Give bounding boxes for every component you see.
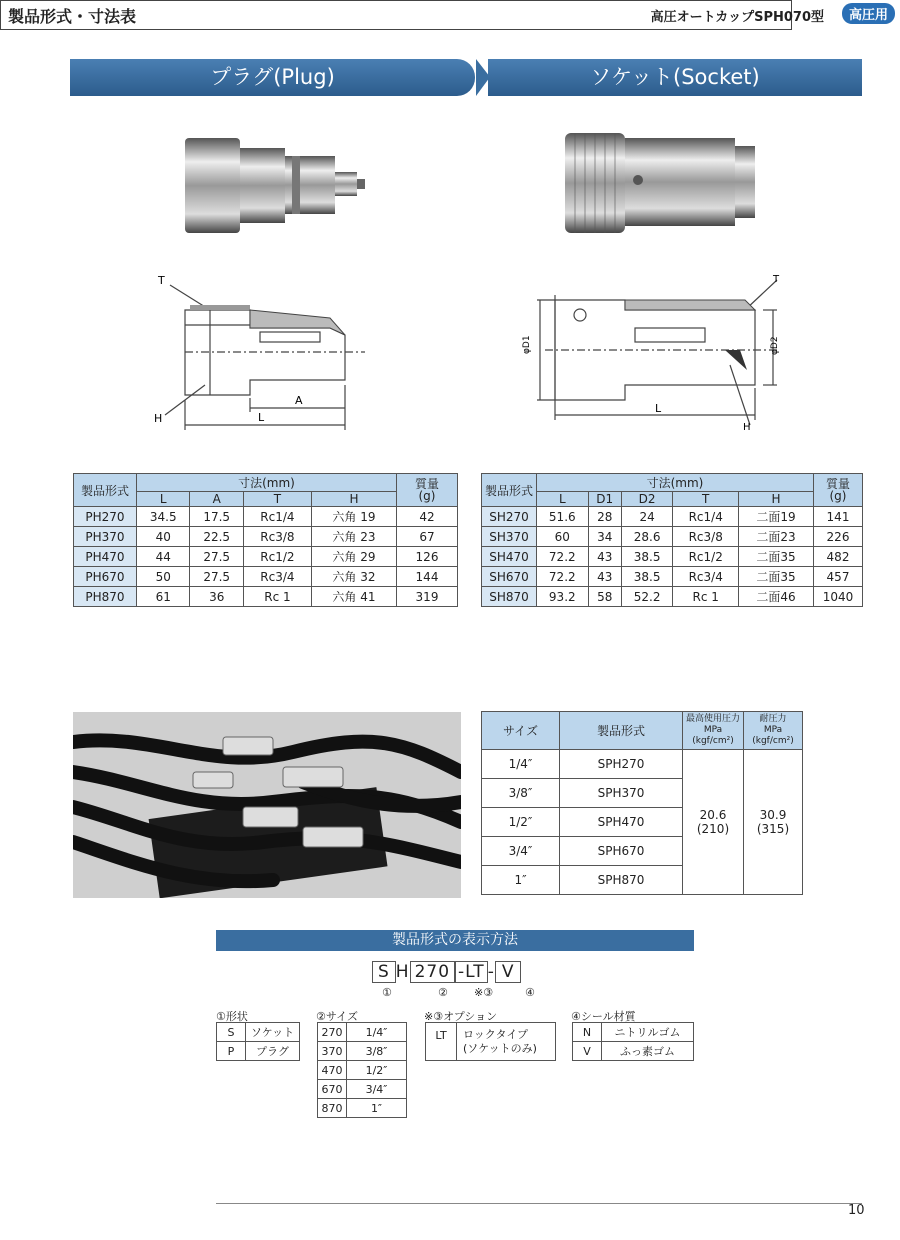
value-cell: 144: [397, 567, 458, 587]
seal-table: [572, 1022, 694, 1061]
table-row: [74, 547, 458, 567]
spec-h-max: 最高使用圧力 MPa (kgf/cm²): [683, 712, 744, 750]
table-row: [74, 587, 458, 607]
model-cell: SH670: [482, 567, 537, 587]
name-cell: 1/2″: [347, 1061, 407, 1080]
high-pressure-badge: 高圧用: [842, 3, 895, 24]
size-cell: 3/4″: [482, 837, 560, 866]
value-cell: 1040: [814, 587, 863, 607]
name-cell: プラグ: [246, 1042, 300, 1061]
name-cell: 3/8″: [347, 1042, 407, 1061]
table-row: [74, 507, 458, 527]
socket-col-d2: D2: [621, 492, 673, 507]
value-cell: 二面35: [739, 567, 814, 587]
page-header: [0, 0, 888, 30]
code-option: -LT: [455, 961, 488, 983]
value-cell: 二面19: [739, 507, 814, 527]
plug-h-model: 製品形式: [74, 474, 137, 507]
value-cell: 六角 23: [311, 527, 396, 547]
model-cell: SPH470: [560, 808, 683, 837]
max-pressure-cell: 20.6 (210): [683, 750, 744, 895]
socket-label-d2: φD2: [770, 336, 780, 355]
table-row: [217, 1023, 300, 1042]
size-title: ②サイズ: [316, 1010, 358, 1023]
table-row: [318, 1042, 407, 1061]
value-cell: Rc1/4: [673, 507, 739, 527]
spec-h-proof: 耐圧力 MPa (kgf/cm²): [744, 712, 803, 750]
value-cell: 319: [397, 587, 458, 607]
socket-col-d1: D1: [588, 492, 621, 507]
spec-h-size: サイズ: [482, 712, 560, 750]
shape-table: [216, 1022, 300, 1061]
table-row: [573, 1042, 694, 1061]
value-cell: 93.2: [537, 587, 589, 607]
socket-label-d1: φD1: [522, 335, 532, 354]
socket-banner: ソケット(Socket): [488, 59, 862, 96]
model-cell: SH270: [482, 507, 537, 527]
value-cell: 67: [397, 527, 458, 547]
value-cell: Rc1/4: [243, 507, 311, 527]
model-cell: PH870: [74, 587, 137, 607]
name-cell: 1″: [347, 1099, 407, 1118]
value-cell: Rc1/2: [673, 547, 739, 567]
value-cell: 42: [397, 507, 458, 527]
shape-title: ①形状: [216, 1010, 248, 1023]
value-cell: Rc 1: [673, 587, 739, 607]
table-row: [482, 750, 803, 779]
value-cell: 34.5: [137, 507, 190, 527]
name-cell: ふっ素ゴム: [602, 1042, 694, 1061]
footer-rule: [216, 1203, 862, 1204]
value-cell: 50: [137, 567, 190, 587]
model-cell: SPH370: [560, 779, 683, 808]
model-cell: SPH670: [560, 837, 683, 866]
code-cell: N: [573, 1023, 602, 1042]
page-number: 10: [848, 1203, 865, 1218]
plug-photo: [180, 130, 370, 240]
name-cell: 3/4″: [347, 1080, 407, 1099]
value-cell: 二面23: [739, 527, 814, 547]
code-shape: S: [372, 961, 396, 983]
product-name: 高圧オートカップSPH070型: [650, 10, 824, 25]
value-cell: 43: [588, 547, 621, 567]
plug-banner: プラグ(Plug): [70, 59, 475, 96]
plug-label-a: A: [295, 394, 303, 407]
value-cell: Rc3/8: [673, 527, 739, 547]
model-cell: SPH270: [560, 750, 683, 779]
table-row: [318, 1080, 407, 1099]
table-row: [318, 1061, 407, 1080]
plug-label-l: L: [258, 411, 265, 424]
value-cell: 六角 41: [311, 587, 396, 607]
value-cell: 52.2: [621, 587, 673, 607]
option-title: ※③オプション: [424, 1010, 498, 1023]
value-cell: 28.6: [621, 527, 673, 547]
socket-photo: [560, 128, 760, 238]
plug-label-h: H: [154, 412, 163, 425]
value-cell: 27.5: [190, 547, 243, 567]
size-table: [317, 1022, 407, 1118]
value-cell: 40: [137, 527, 190, 547]
size-cell: 1/2″: [482, 808, 560, 837]
name-cell: ニトリルゴム: [602, 1023, 694, 1042]
code-cell: 270: [318, 1023, 347, 1042]
table-row: [482, 527, 863, 547]
value-cell: 44: [137, 547, 190, 567]
code-cell: 470: [318, 1061, 347, 1080]
value-cell: 60: [537, 527, 589, 547]
model-cell: PH470: [74, 547, 137, 567]
plug-col-a: A: [190, 492, 243, 507]
socket-col-t: T: [673, 492, 739, 507]
value-cell: Rc 1: [243, 587, 311, 607]
table-row: [318, 1099, 407, 1118]
plug-col-t: T: [243, 492, 311, 507]
value-cell: Rc3/4: [673, 567, 739, 587]
value-cell: 58: [588, 587, 621, 607]
value-cell: 43: [588, 567, 621, 587]
option-table: [425, 1022, 556, 1061]
mark-4: ④: [525, 986, 535, 999]
code-cell: 670: [318, 1080, 347, 1099]
value-cell: 27.5: [190, 567, 243, 587]
value-cell: 六角 29: [311, 547, 396, 567]
value-cell: 六角 32: [311, 567, 396, 587]
value-cell: 457: [814, 567, 863, 587]
value-cell: 36: [190, 587, 243, 607]
value-cell: 17.5: [190, 507, 243, 527]
socket-col-l: L: [537, 492, 589, 507]
value-cell: 二面46: [739, 587, 814, 607]
value-cell: 72.2: [537, 547, 589, 567]
table-row: [573, 1023, 694, 1042]
model-cell: PH370: [74, 527, 137, 547]
value-cell: Rc3/8: [243, 527, 311, 547]
socket-h-model: 製品形式: [482, 474, 537, 507]
code-cell: 870: [318, 1099, 347, 1118]
spec-h-model: 製品形式: [560, 712, 683, 750]
size-cell: 1″: [482, 866, 560, 895]
model-cell: SPH870: [560, 866, 683, 895]
mark-2: ②: [438, 986, 448, 999]
model-cell: SH870: [482, 587, 537, 607]
model-cell: PH670: [74, 567, 137, 587]
socket-h-dim: 寸法(mm): [537, 474, 814, 492]
socket-label-t: T: [773, 274, 780, 285]
value-cell: Rc3/4: [243, 567, 311, 587]
name-cell: ソケット: [246, 1023, 300, 1042]
value-cell: 126: [397, 547, 458, 567]
hose-assembly-photo: [73, 712, 461, 898]
socket-h-mass: 質量 (g): [814, 474, 863, 507]
value-cell: 28: [588, 507, 621, 527]
code-h: H: [395, 962, 410, 982]
size-cell: 1/4″: [482, 750, 560, 779]
code-seal: V: [495, 961, 522, 983]
value-cell: 226: [814, 527, 863, 547]
page-title: 製品形式・寸法表: [8, 7, 137, 26]
model-cell: SH370: [482, 527, 537, 547]
value-cell: 38.5: [621, 547, 673, 567]
value-cell: 51.6: [537, 507, 589, 527]
designation-title: 製品形式の表示方法: [216, 930, 694, 951]
value-cell: Rc1/2: [243, 547, 311, 567]
plug-h-dim: 寸法(mm): [137, 474, 397, 492]
value-cell: 482: [814, 547, 863, 567]
plug-h-mass: 質量 (g): [397, 474, 458, 507]
plug-dimension-table: [73, 473, 458, 607]
mark-1: ①: [382, 986, 392, 999]
code-cell: V: [573, 1042, 602, 1061]
value-cell: 141: [814, 507, 863, 527]
code-cell: 370: [318, 1042, 347, 1061]
model-cell: SH470: [482, 547, 537, 567]
code-cell: P: [217, 1042, 246, 1061]
value-cell: 六角 19: [311, 507, 396, 527]
plug-col-l: L: [137, 492, 190, 507]
model-cell: PH270: [74, 507, 137, 527]
mark-3: ※③: [474, 986, 494, 999]
plug-label-t: T: [158, 274, 165, 287]
table-row: [482, 567, 863, 587]
code-cell: S: [217, 1023, 246, 1042]
table-row: [482, 587, 863, 607]
size-cell: 3/8″: [482, 779, 560, 808]
socket-label-l: L: [655, 402, 662, 415]
plug-section-drawing: [150, 270, 380, 440]
pressure-spec-table: [481, 711, 803, 895]
option-code: LT: [426, 1023, 457, 1061]
table-row: [74, 567, 458, 587]
value-cell: 38.5: [621, 567, 673, 587]
socket-col-h: H: [739, 492, 814, 507]
code-size: 270: [410, 961, 455, 983]
value-cell: 72.2: [537, 567, 589, 587]
table-row: [74, 527, 458, 547]
table-row: [482, 547, 863, 567]
value-cell: 二面35: [739, 547, 814, 567]
value-cell: 34: [588, 527, 621, 547]
socket-section-drawing: [515, 270, 795, 440]
plug-col-h: H: [311, 492, 396, 507]
proof-pressure-cell: 30.9 (315): [744, 750, 803, 895]
value-cell: 24: [621, 507, 673, 527]
option-name: ロックタイプ (ソケットのみ): [457, 1023, 556, 1061]
designation-code: [372, 962, 521, 982]
table-row: [318, 1023, 407, 1042]
value-cell: 22.5: [190, 527, 243, 547]
socket-label-h: H: [743, 422, 751, 433]
name-cell: 1/4″: [347, 1023, 407, 1042]
code-dash: -: [487, 962, 495, 982]
value-cell: 61: [137, 587, 190, 607]
table-row: [482, 507, 863, 527]
seal-title: ④シール材質: [571, 1010, 636, 1023]
table-row: [217, 1042, 300, 1061]
socket-dimension-table: [481, 473, 863, 607]
